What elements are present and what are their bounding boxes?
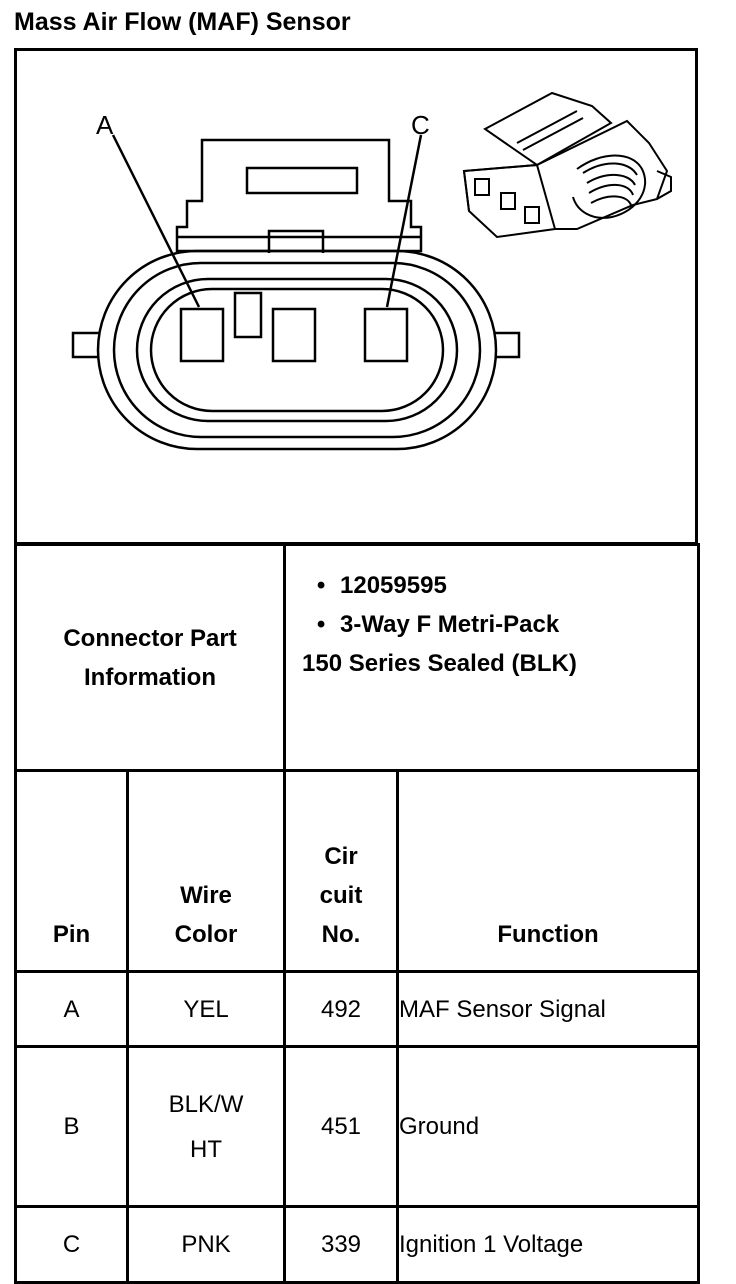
polarization-key [235,293,261,337]
table-row [16,1207,699,1283]
circuit-cell: 492 [285,972,398,1047]
header-circuit-line3: No. [321,921,361,948]
part-series: 150 Series Sealed (BLK) [302,650,577,677]
circuit-cell: 451 [285,1047,398,1207]
pin-cell: C [16,1207,128,1283]
header-circuit-no [285,771,398,972]
header-function-text: Function [497,921,599,948]
wire-color-cell [128,1047,285,1207]
connector-label-line1: Connector Part [63,624,237,652]
circuit-cell: 339 [285,1207,398,1283]
part-number: 12059595 [340,572,447,599]
table-row [16,1047,699,1207]
table-header-row [16,771,699,972]
right-ear [495,333,519,357]
outer-shell [98,251,496,449]
function-cell: MAF Sensor Signal [398,972,699,1047]
connector-diagram [14,48,698,545]
connector-isometric-illustration [464,93,671,237]
connector-info-cell [285,545,699,771]
header-function [398,771,699,972]
header-circuit-line1: Cir [324,843,358,870]
connector-label-line2: Information [84,663,216,691]
terminal-cavity-wall [151,289,443,411]
key-tab [269,231,323,253]
header-wire-line1: Wire [180,882,232,909]
wire-color-cell: YEL [128,972,285,1047]
wire-color-line2: HT [190,1135,222,1163]
bullet-icon: • [316,572,326,599]
connector-label-cell [16,545,285,771]
latch-window [247,168,357,193]
header-circuit-line2: cuit [319,882,363,909]
callout-c: C [411,110,430,140]
callout-a: A [96,110,114,140]
pin-cavity-a [181,309,223,361]
header-pin-text: Pin [52,921,91,948]
pin-cavity-b [273,309,315,361]
function-cell: Ignition 1 Voltage [398,1207,699,1283]
part-desc: 3-Way F Metri-Pack [340,611,560,638]
pin-cell: B [16,1047,128,1207]
connector-info-row [16,545,699,771]
bullet-part-number [302,566,697,605]
pin-cavity-c [365,309,407,361]
inner-shell [137,279,457,421]
pin-table [14,543,700,1284]
connector-face-drawing [17,51,701,548]
header-pin [16,771,128,972]
latch-housing [177,140,421,251]
table-row [16,972,699,1047]
wire-color-line1: BLK/W [168,1090,244,1118]
page-title: Mass Air Flow (MAF) Sensor [14,8,351,36]
header-wire-line2: Color [174,921,238,948]
pin-cell: A [16,972,128,1047]
header-wire-color [128,771,285,972]
bullet-part-desc [302,605,697,644]
function-cell: Ground [398,1047,699,1207]
left-ear [73,333,99,357]
wire-color-cell: PNK [128,1207,285,1283]
bullet-icon: • [316,611,326,638]
